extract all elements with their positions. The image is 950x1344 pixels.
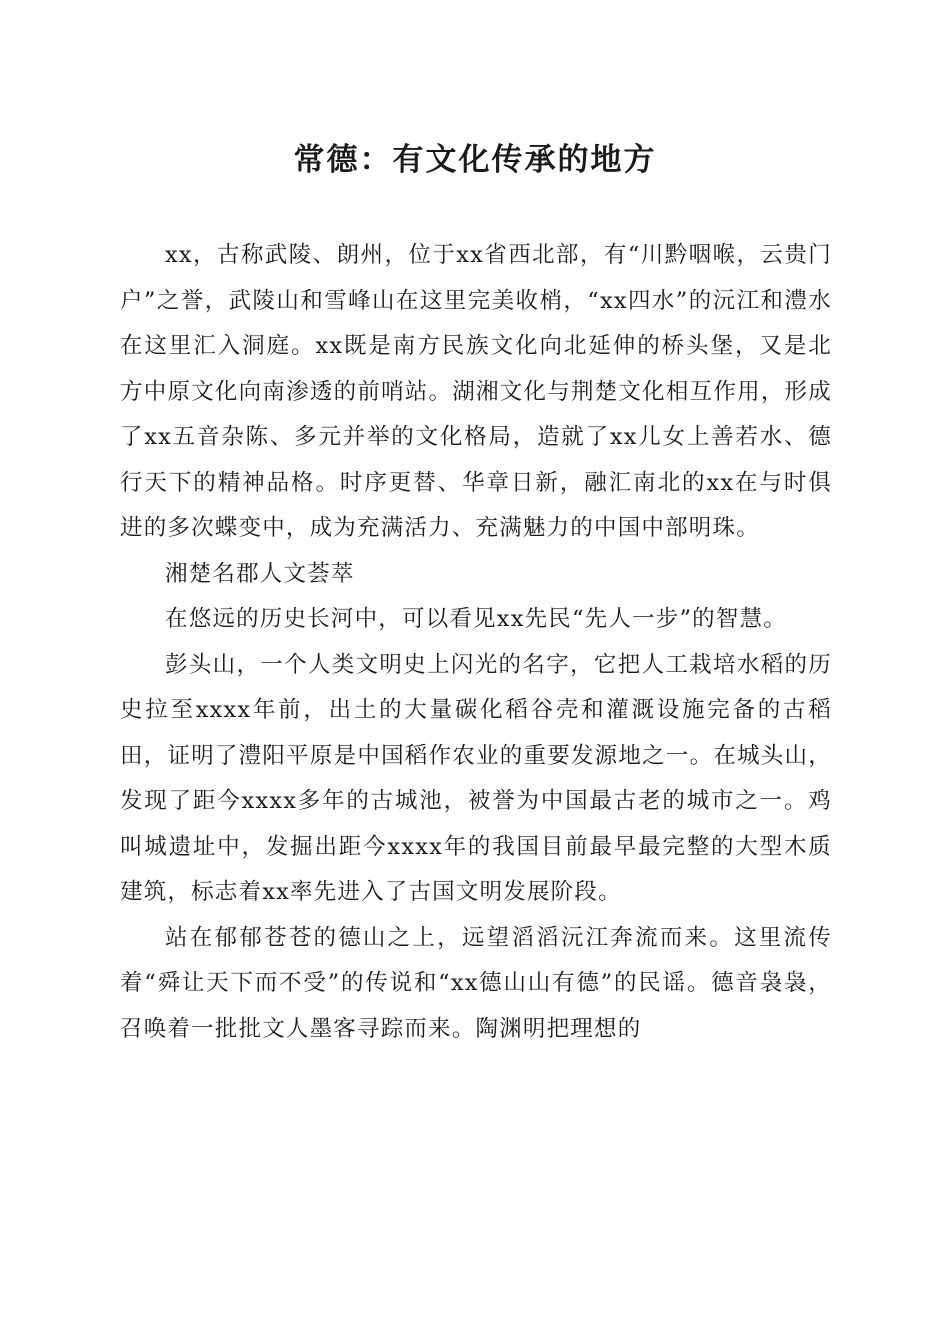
document-body (120, 233, 832, 1052)
document-title: 常德：有文化传承的地方 (293, 142, 657, 178)
paragraph-pengtoushan: 彭头山，一个人类文明史上闪光的名字，它把人工栽培水稻的历史拉至xxxx年前，出土的大量碳化稻谷壳和灌溉设施完备的古稻田，证明了澧阳平原是中国稻作农业的重要发源地之一。在城头山，发现了距今xxxx多年的古城池，被誉为中国最古老的城市之一。鸡叫城遗址中，发掘出距今xxxx年的我国目前最早最完整的大型木质建筑，标志着xx率先进入了古国文明发展阶段。 (120, 651, 832, 905)
paragraph-history: 在悠远的历史长河中，可以看见xx先民“先人一步”的智慧。 (165, 606, 787, 632)
section-heading: 湘楚名郡人文荟萃 (165, 560, 355, 587)
paragraph-intro: xx，古称武陵、朗州，位于xx省西北部，有“川黔咽喉，云贵门户”之誉，武陵山和雪峰山在这里完美收梢，“xx四水”的沅江和澧水在这里汇入洞庭。xx既是南方民族文化向北延伸的桥头堡，又是北方中原文化向南渗透的前哨站。湖湘文化与荆楚文化相互作用，形成了xx五音杂陈、多元并举的文化格局，造就了xx儿女上善若水、德行天下的精神品格。时序更替、华章日新，融汇南北的xx在与时俱进的多次蝶变中，成为充满活力、充满魅力的中国中部明珠。 (120, 242, 832, 541)
paragraph-deshan: 站在郁郁苍苍的德山之上，远望滔滔沅江奔流而来。这里流传着“舜让天下而不受”的传说和“xx德山山有德”的民谣。德音袅袅，召唤着一批批文人墨客寻踪而来。陶渊明把理想的 (120, 924, 832, 1042)
